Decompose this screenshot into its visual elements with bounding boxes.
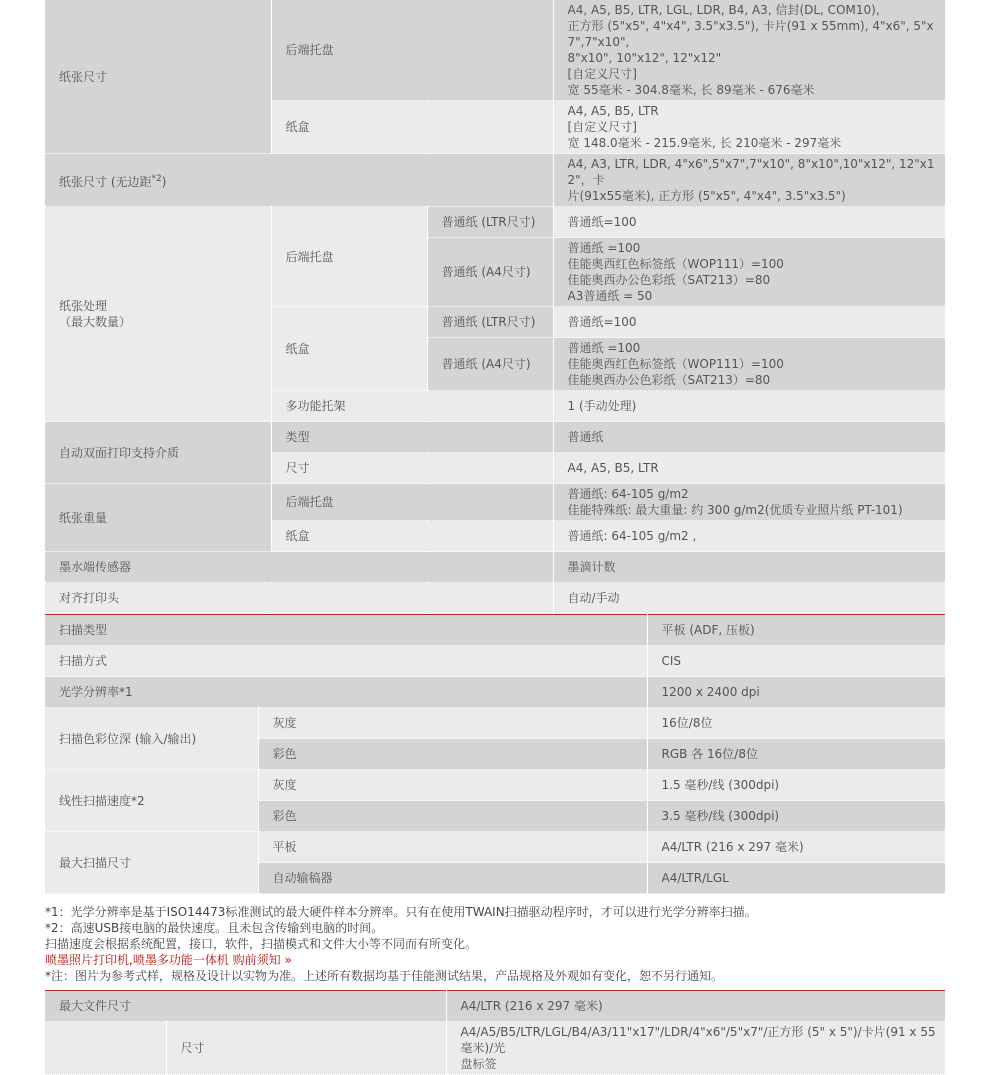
table-row <box>45 770 945 801</box>
file-size-value <box>446 1022 945 1075</box>
empty-cell <box>45 1022 166 1075</box>
weight-rear-label: 后端托盘 <box>271 484 553 521</box>
text-line: 片(91x55毫米), 正方形 (5"x5", 4"x4", 3.5"x3.5") <box>567 189 846 203</box>
table-row <box>45 615 945 646</box>
table-row <box>45 646 945 677</box>
max-scan-adf-value: A4/LTR/LGL <box>647 863 945 894</box>
text-line: 佳能奥西红色标签纸（WOP111）=100 <box>567 257 784 271</box>
scan-type-value: 平板 (ADF, 压板) <box>647 615 945 646</box>
text-line: 佳能奥西办公色彩纸（SAT213）=80 <box>567 373 771 387</box>
ink-sensor-value: 墨滴计数 <box>553 552 945 583</box>
table-row <box>45 422 945 453</box>
color-depth-color-value: RGB 各 16位/8位 <box>647 739 945 770</box>
text-line: 佳能奥西办公色彩纸（SAT213）=80 <box>567 273 771 287</box>
handling-cassette-a4-value <box>553 338 945 391</box>
line-speed-label: 线性扫描速度*2 <box>45 770 258 832</box>
color-depth-color-label: 彩色 <box>258 739 647 770</box>
handling-cassette-ltr-value: 普通纸=100 <box>553 307 945 338</box>
paper-size-cassette-label: 纸盒 <box>271 101 553 154</box>
table-row <box>45 207 945 238</box>
handling-rear-a4-label: 普通纸 (A4尺寸) <box>427 238 553 307</box>
handling-rear-ltr-label: 普通纸 (LTR尺寸) <box>427 207 553 238</box>
max-file-size-label: 最大文件尺寸 <box>45 991 446 1022</box>
paper-size-rear-tray-label: 后端托盘 <box>271 0 553 101</box>
table-row <box>45 154 945 207</box>
duplex-type-value: 普通纸 <box>553 422 945 453</box>
handling-mp-tray-label: 多功能托架 <box>271 391 553 422</box>
paper-handling-label: 纸张处理 （最大数量） <box>45 207 271 422</box>
text-line: A4, A3, LTR, LDR, 4"x6",5"x7",7"x10", 8"x10",10"x12", 12"x12"，卡 <box>567 157 935 187</box>
handling-rear-a4-value <box>553 238 945 307</box>
duplex-size-value: A4, A5, B5, LTR <box>553 453 945 484</box>
alignment-value: 自动/手动 <box>553 583 945 614</box>
copy-spec-table <box>45 990 946 1075</box>
line-speed-color-value: 3.5 毫秒/线 (300dpi) <box>647 801 945 832</box>
text-line: A4/A5/B5/LTR/LGL/B4/A3/11"x17"/LDR/4"x6"/5"x7"/正方形 (5" x 5")/卡片(91 x 55毫米)/光 <box>460 1025 936 1055</box>
handling-rear-ltr-value: 普通纸=100 <box>553 207 945 238</box>
text-line: A4, A5, B5, LTR <box>567 104 659 118</box>
scan-method-value: CIS <box>647 646 945 677</box>
text-line: 宽 55毫米 - 304.8毫米, 长 89毫米 - 676毫米 <box>567 83 815 97</box>
table-row <box>45 991 945 1022</box>
text-line: 正方形 (5"x5", 4"x4", 3.5"x3.5"), 卡片(91 x 55mm), 4"x6", 5"x7",7"x10", <box>567 19 934 49</box>
table-row <box>45 552 945 583</box>
weight-cassette-value: 普通纸: 64-105 g/m2 , <box>553 521 945 552</box>
scan-resolution-label: 光学分辨率*1 <box>45 677 647 708</box>
table-row <box>45 1022 945 1075</box>
handling-mp-tray-value: 1 (手动处理) <box>553 391 945 422</box>
file-size-label: 尺寸 <box>166 1022 446 1075</box>
weight-cassette-label: 纸盒 <box>271 521 553 552</box>
ink-sensor-label: 墨水端传感器 <box>45 552 553 583</box>
footnotes <box>45 894 945 990</box>
text-line: 普通纸 =100 <box>567 241 641 255</box>
table-row <box>45 708 945 739</box>
duplex-label: 自动双面打印支持介质 <box>45 422 271 484</box>
alignment-label: 对齐打印头 <box>45 583 553 614</box>
table-row <box>45 583 945 614</box>
color-depth-label: 扫描色彩位深 (输入/输出) <box>45 708 258 770</box>
line-speed-gray-label: 灰度 <box>258 770 647 801</box>
footnote-2: *2：高速USB接电脑的最快速度。且未包含传输到电脑的时间。 <box>45 921 384 935</box>
footnote-1: *1：光学分辨率是基于ISO14473标准测试的最大硬件样本分辨率。只有在使用TWAIN扫描驱动程序时，才可以进行光学分辨率扫描。 <box>45 905 757 919</box>
line-speed-color-label: 彩色 <box>258 801 647 832</box>
text-line: 佳能奥西红色标签纸（WOP111）=100 <box>567 357 784 371</box>
footnote-ref: *2 <box>151 173 162 184</box>
table-row <box>45 484 945 521</box>
spec-page <box>45 0 945 1075</box>
duplex-size-label: 尺寸 <box>271 453 553 484</box>
max-scan-adf-label: 自动输稿器 <box>258 863 647 894</box>
handling-cassette-ltr-label: 普通纸 (LTR尺寸) <box>427 307 553 338</box>
duplex-type-label: 类型 <box>271 422 553 453</box>
text-line: 8"x10", 10"x12", 12"x12" <box>567 51 722 65</box>
handling-cassette-a4-label: 普通纸 (A4尺寸) <box>427 338 553 391</box>
max-scan-flatbed-label: 平板 <box>258 832 647 863</box>
text-line: 盘标签 <box>460 1057 497 1071</box>
text-line: 佳能特殊纸: 最大重量: 约 300 g/m2(优质专业照片纸 PT-101) <box>567 503 903 517</box>
weight-label: 纸张重量 <box>45 484 271 552</box>
text-line: [自定义尺寸] <box>567 120 637 134</box>
text-line: A3普通纸 = 50 <box>567 289 653 303</box>
print-spec-table <box>45 0 946 614</box>
scan-resolution-value: 1200 x 2400 dpi <box>647 677 945 708</box>
color-depth-gray-label: 灰度 <box>258 708 647 739</box>
max-scan-size-label: 最大扫描尺寸 <box>45 832 258 894</box>
footnote-disclaimer: *注：图片为参考式样，规格及设计以实物为准。上述所有数据均基于佳能测试结果，产品规格及外观如有变化，恕不另行通知。 <box>45 969 724 983</box>
max-scan-flatbed-value: A4/LTR (216 x 297 毫米) <box>647 832 945 863</box>
table-row <box>45 832 945 863</box>
scan-type-label: 扫描类型 <box>45 615 647 646</box>
paper-size-cassette-value <box>553 101 945 154</box>
max-file-size-value: A4/LTR (216 x 297 毫米) <box>446 991 945 1022</box>
handling-rear-tray-label: 后端托盘 <box>271 207 427 307</box>
scan-method-label: 扫描方式 <box>45 646 647 677</box>
text-line: 宽 148.0毫米 - 215.9毫米, 长 210毫米 - 297毫米 <box>567 136 842 150</box>
paper-size-rear-tray-value <box>553 0 945 101</box>
color-depth-gray-value: 16位/8位 <box>647 708 945 739</box>
text-line: A4, A5, B5, LTR, LGL, LDR, B4, A3, 信封(DL, COM10), <box>567 3 880 17</box>
paper-size-label: 纸张尺寸 <box>45 0 271 154</box>
table-row <box>45 0 945 101</box>
borderless-label: 纸张尺寸 (无边距$^{*2}$) <box>45 154 553 207</box>
purchase-notice-link[interactable]: 喷墨照片打印机,喷墨多功能一体机 购前须知 » <box>45 953 292 967</box>
weight-rear-value <box>553 484 945 521</box>
table-row <box>45 677 945 708</box>
text-line: 普通纸 =100 <box>567 341 641 355</box>
scan-spec-table <box>45 614 946 894</box>
handling-cassette-label: 纸盒 <box>271 307 427 391</box>
text-line: 普通纸: 64-105 g/m2 <box>567 487 689 501</box>
line-speed-gray-value: 1.5 毫秒/线 (300dpi) <box>647 770 945 801</box>
footnote-3: 扫描速度会根据系统配置，接口，软件，扫描模式和文件大小等不同而有所变化。 <box>45 937 478 951</box>
text-line: [自定义尺寸] <box>567 67 637 81</box>
borderless-value <box>553 154 945 207</box>
